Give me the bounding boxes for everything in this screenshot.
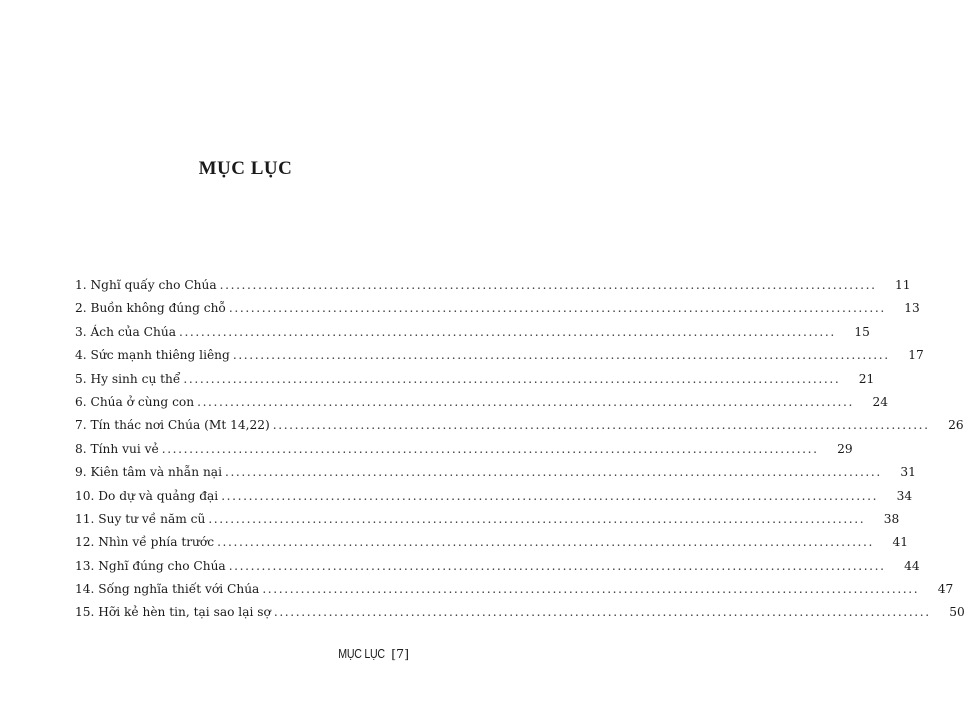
toc-entry-page: 47 [937,582,954,597]
dot-leader: ........................................................................................................................ [217,535,874,550]
toc-entry-page: 15 [854,324,870,339]
toc-entry-title: 4. Sức mạnh thiêng liêng [75,348,230,363]
toc-entry-page: 38 [883,511,900,526]
toc-entry-page: 24 [872,394,888,409]
toc-entry [75,465,916,488]
toc-entry-page: 17 [908,348,924,363]
toc-entry-title: 11. Suy tư về năm cũ [75,511,206,526]
toc-entry-title: 1. Nghĩ quấy cho Chúa [75,278,217,292]
toc-entry-title: 10. Do dự và quảng đại [75,488,219,503]
dot-leader: ........................................................................................................................ [183,371,841,386]
dot-leader: ........................................................................................................................ [262,582,920,597]
dot-leader: ........................................................................................................................ [224,465,882,480]
toc-entry [75,278,911,301]
toc-entry-page: 50 [949,605,965,620]
toc-entry [75,535,908,558]
toc-entry-page: 21 [858,371,875,386]
dot-leader: ........................................................................................................................ [178,324,836,339]
footer-page-number: [7] [391,646,409,661]
table-of-contents [75,278,965,629]
toc-entry [75,558,920,582]
toc-entry-page: 13 [904,301,920,316]
dot-leader: ........................................................................................................................ [208,511,866,526]
dot-leader: ........................................................................................................................ [219,278,877,292]
toc-entry-title: 15. Hỡi kẻ hèn tin, tại sao lại sợ [75,605,271,620]
toc-entry [75,348,924,371]
toc-entry-title: 2. Buồn không đúng chỗ [75,301,226,316]
toc-entry-title: 3. Ách của Chúa [75,324,176,339]
toc-entry-page: 31 [900,465,916,480]
dot-leader: ........................................................................................................................ [232,348,890,363]
toc-entry [75,371,875,395]
toc-entry-title: 12. Nhìn về phía trước [75,535,215,550]
toc-entry-page: 11 [895,278,911,292]
toc-entry [75,582,954,605]
toc-entry-page: 44 [904,558,920,573]
dot-leader: ........................................................................................................................ [228,301,886,316]
dot-leader: ........................................................................................................................ [228,558,886,573]
toc-entry-page: 26 [948,418,964,433]
toc-entry [75,488,913,512]
toc-entry-title: 9. Kiên tâm và nhẫn nại [75,465,222,480]
toc-entry [75,418,964,441]
running-footer [330,646,409,661]
dot-leader: ........................................................................................................................ [197,394,854,409]
toc-entry [75,394,888,418]
dot-leader: ........................................................................................................................ [221,488,879,503]
toc-entry-title: 14. Sống nghĩa thiết với Chúa [75,582,260,597]
toc-entry-page: 41 [892,535,908,550]
toc-entry [75,511,900,535]
toc-entry [75,441,853,465]
toc-entry-page: 29 [837,441,853,456]
page-title: MỤC LỤC [198,158,293,179]
toc-entry-title: 13. Nghĩ đúng cho Chúa [75,558,226,573]
toc-entry [75,324,870,348]
toc-entry-title: 8. Tính vui vẻ [75,441,159,456]
toc-entry-title: 5. Hy sinh cụ thể [75,371,181,386]
toc-entry-title: 7. Tín thác nơi Chúa (Mt 14,22) [75,418,270,433]
footer-section-label: MỤC LỤC [338,647,386,661]
toc-entry-title: 6. Chúa ở cùng con [75,394,195,409]
dot-leader: ........................................................................................................................ [161,441,819,456]
toc-entry-page: 34 [896,488,913,503]
toc-entry [75,605,965,628]
toc-entry [75,301,920,324]
dot-leader: ........................................................................................................................ [272,418,930,433]
dot-leader: ........................................................................................................................ [273,605,931,620]
